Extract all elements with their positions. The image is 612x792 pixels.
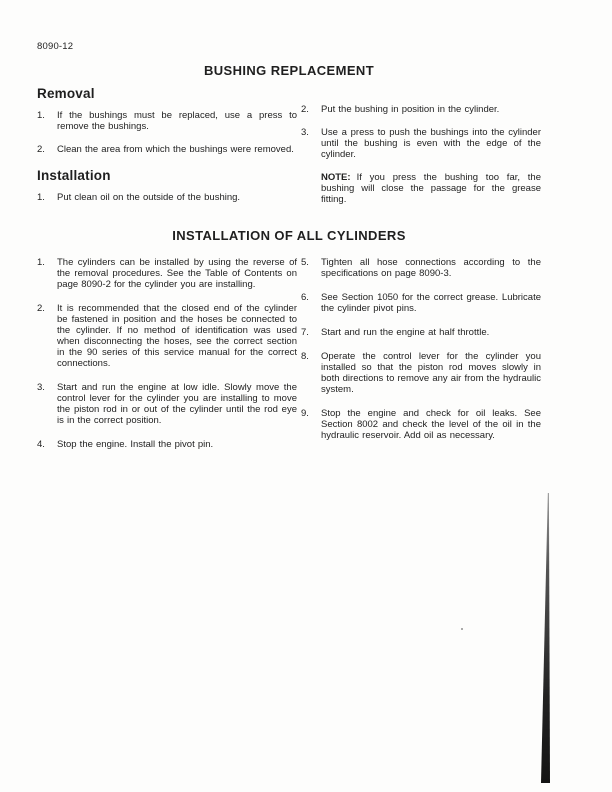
list-item-number: 1.: [37, 192, 45, 203]
list-item: [37, 144, 297, 155]
list-item-number: 3.: [301, 127, 309, 138]
installation-heading: Installation: [37, 168, 111, 183]
list-item: [301, 257, 541, 279]
list-item: [301, 127, 541, 160]
list-item-number: 6.: [301, 292, 309, 303]
list-item-number: 9.: [301, 408, 309, 419]
cylinders-left-column: [37, 257, 297, 463]
list-item: [37, 192, 297, 203]
list-item: [37, 439, 297, 450]
list-item-text: Put the bushing in position in the cylinder.: [321, 104, 500, 115]
bushing-left-column: [37, 88, 297, 215]
cylinders-right-column: [301, 257, 541, 454]
list-item-number: 1.: [37, 110, 45, 121]
section-title-installation-of-all-cylinders: INSTALLATION OF ALL CYLINDERS: [172, 228, 406, 243]
list-item-text: If the bushings must be replaced, use a press to remove the bushings.: [57, 110, 297, 132]
list-item-number: 2.: [37, 144, 45, 155]
list-item-text: Start and run the engine at half throttle.: [321, 327, 490, 338]
list-item: [301, 351, 541, 395]
list-item-number: 8.: [301, 351, 309, 362]
list-item-text: Stop the engine. Install the pivot pin.: [57, 439, 214, 450]
list-item-number: 7.: [301, 327, 309, 338]
list-item-number: 1.: [37, 257, 45, 268]
list-item-number: 5.: [301, 257, 309, 268]
list-item-number: 2.: [301, 104, 309, 115]
list-item-text: Clean the area from which the bushings were removed.: [57, 144, 294, 155]
scan-artifact-bar: [541, 493, 550, 783]
list-item-text: Stop the engine and check for oil leaks. See Section 8002 and check the level of the oil in the hydraulic reservoir. Add oil as necessary.: [321, 408, 541, 441]
note-text: If you press the bushing too far, the bushing will close the passage for the grease fitting.: [321, 172, 541, 205]
list-item-text: Start and run the engine at low idle. Slowly move the control lever for the cylinder you are installing to move the piston rod in or out of the cylinder until the rod eye is in the correct position.: [57, 382, 297, 426]
list-item-number: 3.: [37, 382, 45, 393]
list-item-text: Use a press to push the bushings into the cylinder until the bushing is even with the edge of the cylinder.: [321, 127, 541, 160]
list-item-number: 2.: [37, 303, 45, 314]
list-item: [301, 408, 541, 441]
section-title-bushing-replacement: BUSHING REPLACEMENT: [203, 63, 375, 78]
list-item: [37, 382, 297, 426]
list-item-text: The cylinders can be installed by using the reverse of the removal procedures. See the Table of Contents on page 8090-2 for the cylinder you are installing.: [57, 257, 297, 290]
page-number: 8090-12: [37, 41, 74, 52]
bushing-right-column: [301, 104, 541, 217]
list-item: [301, 327, 541, 338]
list-item: [37, 257, 297, 290]
note-block: [321, 172, 541, 205]
list-item: [37, 110, 297, 132]
list-item: [37, 303, 297, 369]
scan-speck: [461, 628, 463, 630]
list-item: [301, 292, 541, 314]
list-item: [301, 104, 541, 115]
note-label: NOTE:: [321, 172, 351, 183]
list-item-text: See Section 1050 for the correct grease. Lubricate the cylinder pivot pins.: [321, 292, 541, 314]
removal-heading: Removal: [37, 86, 95, 101]
list-item-text: Put clean oil on the outside of the bushing.: [57, 192, 241, 203]
list-item-text: Operate the control lever for the cylinder you installed so that the piston rod moves slowly in both directions to remove any air from the hydraulic system.: [321, 351, 541, 395]
list-item-text: Tighten all hose connections according to the specifications on page 8090-3.: [321, 257, 541, 279]
list-item-number: 4.: [37, 439, 45, 450]
list-item-text: It is recommended that the closed end of the cylinder be fastened in position and the hoses be connected to the cylinder. If no method of identification was used when disconnecting the hoses, see the correct section in the 90 series of this service manual for the correct connections.: [57, 303, 297, 369]
